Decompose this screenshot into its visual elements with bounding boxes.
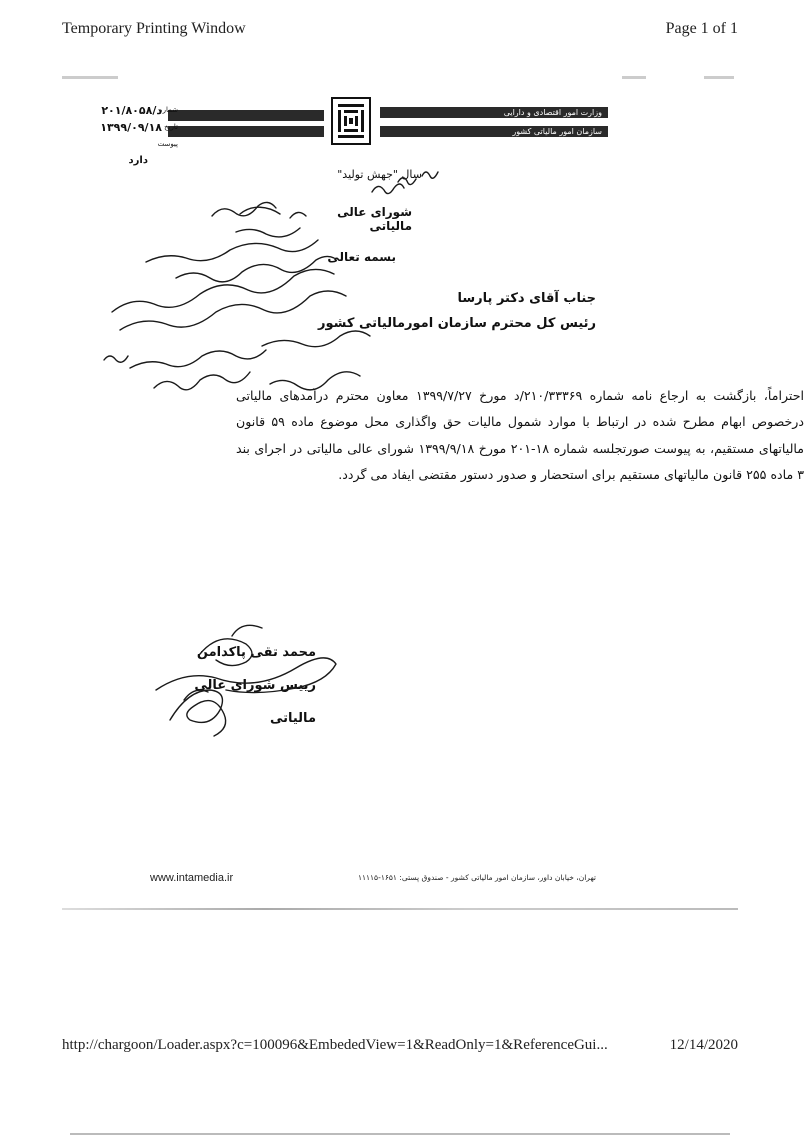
signatory-title: رییس شورای عالی مالیاتی bbox=[194, 678, 316, 726]
letter-date-label: تاریخ bbox=[164, 123, 178, 131]
footer-address: تهران، خیابان داور، سازمان امور مالیاتی کشور - صندوق پستی: ۱۶۵۱-۱۱۱۱۵ bbox=[357, 873, 596, 882]
ministry-name: وزارت امور اقتصادی و دارایی bbox=[503, 108, 602, 117]
recipient-title: رئیس کل محترم سازمان امورمالیاتی کشور bbox=[318, 316, 596, 331]
footer-divider bbox=[62, 908, 738, 910]
print-url: http://chargoon/Loader.aspx?c=100096&EmbededView=1&ReadOnly=1&ReferenceGui... bbox=[62, 1037, 608, 1053]
page-indicator: Page 1 of 1 bbox=[665, 20, 738, 37]
letter-date: ۱۳۹۹/۰۹/۱۸ bbox=[100, 121, 162, 134]
year-slogan: سال "جهش تولید" bbox=[337, 168, 422, 181]
letter-number: د/۲۰۱/۸۰۵۸ bbox=[101, 104, 162, 117]
signatory-name: محمد تقی پاکدامن bbox=[196, 645, 316, 660]
recipient-name: جناب آقای دکتر پارسا bbox=[457, 291, 596, 306]
organization-name: سازمان امور مالیاتی کشور bbox=[512, 127, 602, 136]
letter-body: احتراماً، بازگشت به ارجاع نامه شماره ۲۱۰/۳۳۳۶۹/د مورخ ۱۳۹۹/۷/۲۷ معاون محترم درآمدهای مالیاتی درخصوص ابهام مطرح شده در ارتباط با موارد شمول مالیات حق واگذاری محل موضوع ماده ۵۹ قانون مالیاتهای مستقیم، به پیوست صورتجلسه شماره ۱۸-۲۰۱ مورخ ۱۳۹۹/۹/۱۸ شورای عالی مالیاتی در اجرای بند ۳ ماده ۲۵۵ قانون مالیاتهای مستقیم برای استحضار و صدور دستور مقتضی ایفاد می گردد. bbox=[236, 388, 804, 482]
attachment-label: پیوست bbox=[157, 140, 178, 148]
attachment-value: دارد bbox=[128, 155, 148, 166]
council-name: شورای عالی مالیاتی bbox=[337, 205, 412, 233]
page-bottom-divider bbox=[70, 1133, 730, 1135]
basmala: بسمه تعالی bbox=[327, 250, 396, 264]
print-window-title: Temporary Printing Window bbox=[62, 20, 246, 37]
print-date: 12/14/2020 bbox=[669, 1037, 738, 1053]
letter-number-label: شماره bbox=[158, 106, 178, 114]
footer-website: www.intamedia.ir bbox=[150, 872, 234, 884]
